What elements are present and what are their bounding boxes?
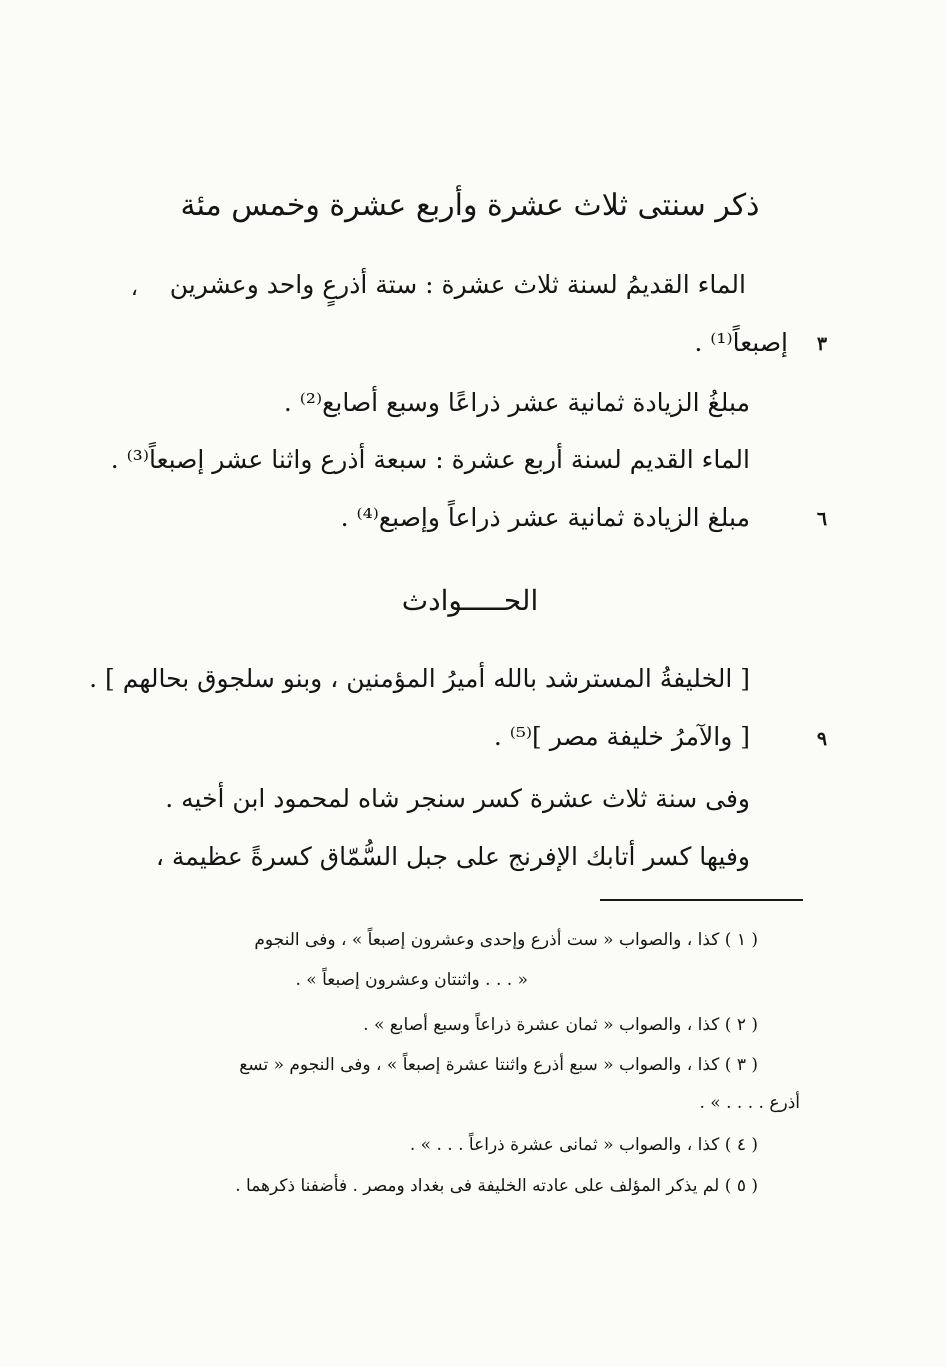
event-line-4: وفيها كسر أتابك الإفرنج على جبل السُّمّاق كسرةً عظيمة ، [155,842,750,871]
line-number-6: ٦ [816,508,828,530]
event-line-2: [ والآمرُ خليفة مصر ]⁽⁵⁾ . [493,722,750,751]
line-number-9: ٩ [816,728,828,750]
page-title: ذكر سنتى ثلاث عشرة وأربع عشرة وخمس مئة [180,188,760,223]
footnote-divider [600,899,803,901]
footnote-3-cont: أذرع . . . . » . [699,1093,800,1113]
footnote-1: ( ١ ) كذا ، والصواب « ست أذرع وإحدى وعشرون إصبعاً » ، وفى النجوم [254,930,758,950]
text-line-1: الماء القديمُ لسنة ثلاث عشرة : ستة أذرعٍ واحد وعشرين [169,270,746,299]
footnote-2: ( ٢ ) كذا ، والصواب « ثمان عشرة ذراعاً وسبع أصابع » . [363,1015,758,1035]
section-heading: الحـــــوادث [401,584,539,617]
margin-mark: ، [130,276,138,301]
event-line-3: وفى سنة ثلاث عشرة كسر سنجر شاه لمحمود ابن أخيه . [165,784,750,813]
text-line-2: إصبعاً⁽¹⁾ . [694,328,788,357]
footnote-4: ( ٤ ) كذا ، والصواب « ثمانى عشرة ذراعاً . . . » . [409,1135,758,1155]
text-line-3: مبلغُ الزيادة ثمانية عشر ذراعًا وسبع أصابع⁽²⁾ . [283,388,750,417]
event-line-1: [ الخليفةُ المسترشد بالله أميرُ المؤمنين ، وبنو سلجوق بحالهم ] . [89,664,750,693]
line-number-3: ٣ [816,333,828,355]
footnote-1-cont: « . . . واثنتان وعشرون إصبعاً » . [295,970,528,990]
text-line-4: الماء القديم لسنة أربع عشرة : سبعة أذرع واثنا عشر إصبعاً⁽³⁾ . [110,445,750,474]
footnote-3: ( ٣ ) كذا ، والصواب « سبع أذرع واثنتا عشرة إصبعاً » ، وفى النجوم « تسع [239,1055,758,1075]
text-line-5: مبلغ الزيادة ثمانية عشر ذراعاً وإصبع⁽⁴⁾ . [340,503,750,532]
footnote-5: ( ٥ ) لم يذكر المؤلف على عادته الخليفة فى بغداد ومصر . فأضفنا ذكرهما . [235,1176,758,1196]
